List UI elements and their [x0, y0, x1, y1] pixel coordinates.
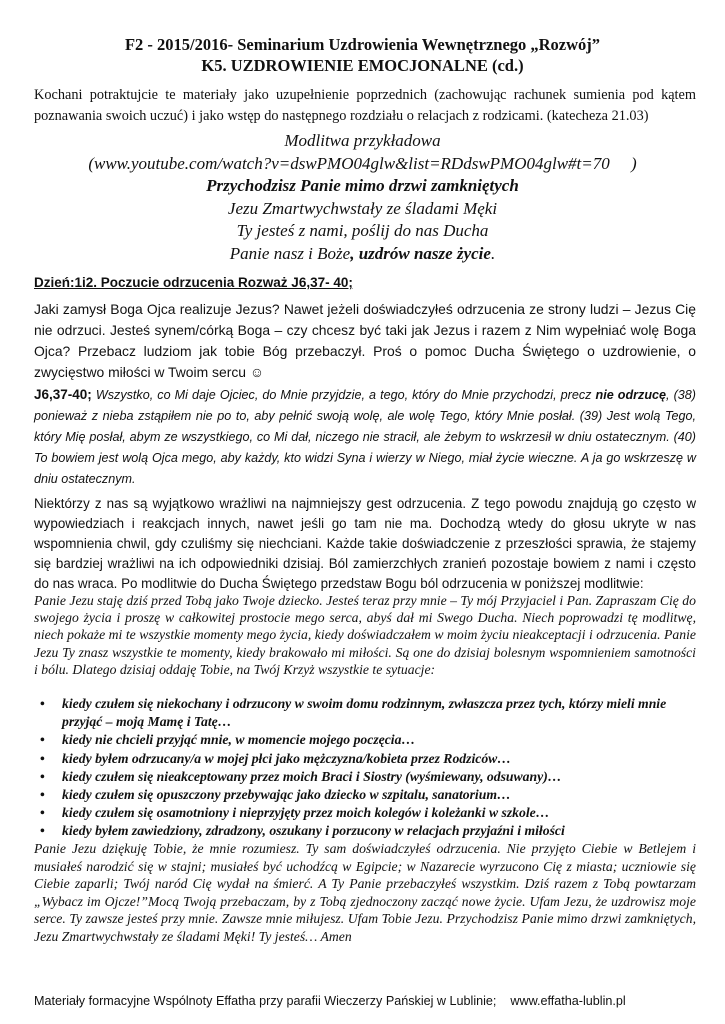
- sample-prayer-heading: Modlitwa przykładowa: [284, 131, 441, 150]
- list-item-text: kiedy czułem się niekochany i odrzucony w swoim domu rodzinnym, zwłaszcza przez tych, którzy mieli mnie przyjąć – moją Mamę i Tatę…: [62, 696, 667, 730]
- list-item: [34, 768, 696, 786]
- situations-list: [34, 695, 696, 841]
- bullet-icon: •: [40, 787, 45, 803]
- list-item: [34, 822, 696, 840]
- youtube-link[interactable]: www.youtube.com/watch?v=dswPMO04glw&list=RDdswPMO04glw#t=70: [93, 153, 610, 173]
- list-item-text: kiedy byłem zawiedziony, zdradzony, oszukany i porzucony w relacjach przyjaźni i miłości: [62, 823, 565, 839]
- bullet-icon: •: [40, 696, 45, 711]
- document-title: F2 - 2015/2016- Seminarium Uzdrowienia Wewnętrznego „Rozwój”: [124, 35, 601, 54]
- list-item: [34, 695, 696, 731]
- healing-prayer: Panie Jezu staję dziś przed Tobą jako Twoje dziecko. Jesteś teraz przy mnie – Ty mój Przyjaciel i Pan. Zapraszam Cię do swojego życia i proszę w całkowitej prostocie mego serca, abyś dał mi Swego Ducha. Niech poprowadzi tę modlitwę, niech pokaże mi te wszystkie momenty mego życia, kiedy doświadczałem w moim życiu nieakceptacji i odrzucenia. Panie Jezu Ty znasz wszystkie te momenty, kiedy brakowało mi miłości. Są one do dzisiaj bolesnym wspomnieniem samotności i bólu. Dlatego dzisiaj oddaję Tobie, na Twój Krzyż wszystkie te sytuacje:: [34, 593, 696, 677]
- list-item-text: kiedy nie chcieli przyjąć mnie, w momencie mojego poczęcia…: [62, 732, 416, 748]
- intro-paragraph: Kochani potraktujcie te materiały jako uzupełnienie poprzednich (zachowując rachunek sumienia pod kątem poznawania swoich uczuć) i jako wstęp do następnego rozdziału o relacjach z rodzicami. (katecheza 21.03): [34, 87, 696, 124]
- scripture-emphasis: nie odrzucę: [595, 388, 667, 402]
- sensitivity-paragraph: Niektórzy z nas są wyjątkowo wrażliwi na najmniejszy gest odrzucenia. Z tego powodu znajdują go często w wypowiedziach i reakcjach innych, nawet jeśli go tam nie ma. Dochodzą wtedy do głosu ukryte w nas wspomnienia chwil, gdy czuliśmy się niechciani. Każde takie doświadczenie z przeszłości sprawia, że stajemy się bardziej wrażliwi na ich odpowiedniki dzisiaj. Ból zamierzchłych zranień pozostaje bowiem z nami i często do nas wraca. Po modlitwie do Ducha Świętego przedstaw Bogu ból odrzucenia w poniższej modlitwie:: [34, 496, 696, 591]
- sample-prayer-line-4-b: , uzdrów nasze życie: [350, 243, 491, 263]
- sample-prayer: [20, 130, 705, 265]
- list-item-text: kiedy czułem się osamotniony i nieprzyjęty przez moich kolegów i koleżanki w szkole…: [62, 805, 550, 821]
- sample-prayer-line-4-c: .: [490, 243, 496, 263]
- bullet-icon: •: [40, 768, 45, 784]
- sample-prayer-link-row: [20, 153, 705, 176]
- closing-prayer: Panie Jezu dziękuję Tobie, że mnie rozumiesz. Ty sam doświadczyłeś odrzucenia. Nie przyjęto Ciebie w Betlejem i musiałeś narodzić się w stajni; musiałeś być uchodźcą w Egipcie; w Nazarecie wyrzucono Cię z miasta; uczniowie się Ciebie zaparli; Twój naród Cię wydał na śmierć. A Ty Panie przebaczyłeś wszystkim. Dziś razem z Tobą powtarzam „Wybacz im Ojcze!”Mocą Twoją przebaczam, by z Tobą zjednoczony zacząć nowe życie. Ufam Jezu, że uzdrowisz moje serce. Ty zawsze jesteś przy mnie. Zawsze mnie miłujesz. Ufam Tobie Jezu. Przychodzisz Panie mimo drzwi zamkniętych, Jezu Zmartwychwstały ze śladami Męki! Ty jesteś… Amen: [34, 841, 696, 944]
- reflection-paragraph: Jaki zamysł Boga Ojca realizuje Jezus? Nawet jeżeli doświadczyłeś odrzucenia ze strony ludzi – Jezus Cię nie odrzuci. Jesteś synem/córką Boga – czy chcesz być taki jak Jezus i razem z Nim wypełniać wolę Boga Ojca? Przebacz ludziom jak tobie Bóg przebaczył. Proś o pomoc Ducha Świętego o uzdrowienie, o zwycięstwo miłości w Twoim sercu ☺: [34, 301, 696, 380]
- list-item-text: kiedy czułem się nieakceptowany przez moich Braci i Siostry (wyśmiewany, odsuwany)…: [62, 768, 562, 784]
- scripture-passage: [34, 384, 696, 490]
- scripture-text-b: , (38) ponieważ z nieba zstąpiłem nie po to, aby pełnić swoją wolę, ale wolę Tego, który Mnie posłał. (39) Jest wolą Tego, który Mię posłał, abym ze wszystkiego, co Mi dał, niczego nie stracił, ale żebym to wskrzesił w dniu ostatecznym. (40) To bowiem jest wolą Ojca mego, aby każdy, kto widzi Syna i wierzy w Niego, miał życie wieczne. A ja go wskrzeszę w dniu ostatecznym.: [34, 388, 696, 486]
- footer-website-link[interactable]: www.effatha-lublin.pl: [510, 994, 626, 1008]
- bullet-icon: •: [40, 750, 45, 766]
- footer-text: Materiały formacyjne Wspólnoty Effatha przy parafii Wieczerzy Pańskiej w Lublinie;: [34, 994, 497, 1008]
- list-item: [34, 804, 696, 822]
- list-item: [34, 750, 696, 768]
- scripture-text-a: Wszystko, co Mi daje Ojciec, do Mnie przyjdzie, a tego, który do Mnie przychodzi, precz: [91, 388, 596, 402]
- day-heading: Dzień:1i2. Poczucie odrzucenia Rozważ J6,37- 40;: [34, 275, 353, 290]
- sample-prayer-line-4-a: Panie nasz i Boże: [229, 243, 351, 263]
- list-item-text: kiedy byłem odrzucany/a w mojej płci jako mężczyzna/kobieta przez Rodziców…: [62, 750, 511, 766]
- list-item-text: kiedy czułem się opuszczony przebywając jako dziecko w szpitalu, sanatorium…: [62, 787, 511, 803]
- bullet-icon: •: [40, 732, 45, 748]
- sample-prayer-line-3: Ty jesteś z nami, poślij do nas Ducha: [236, 221, 489, 240]
- link-open-paren: (: [88, 153, 94, 173]
- sample-prayer-line-2: Jezu Zmartwychwstały ze śladami Męki: [227, 198, 498, 218]
- list-item: [34, 786, 696, 804]
- bullet-icon: •: [40, 805, 45, 821]
- link-close-paren: ): [631, 153, 637, 173]
- sample-prayer-line-4: [20, 243, 705, 266]
- sample-prayer-line-1: Przychodzisz Panie mimo drzwi zamkniętych: [206, 176, 519, 195]
- page-footer: [34, 993, 696, 1009]
- bullet-icon: •: [40, 823, 45, 839]
- scripture-reference: J6,37-40;: [34, 387, 92, 402]
- document-subtitle: K5. UZDROWIENIE EMOCJONALNE (cd.): [201, 56, 524, 75]
- list-item: [34, 731, 696, 749]
